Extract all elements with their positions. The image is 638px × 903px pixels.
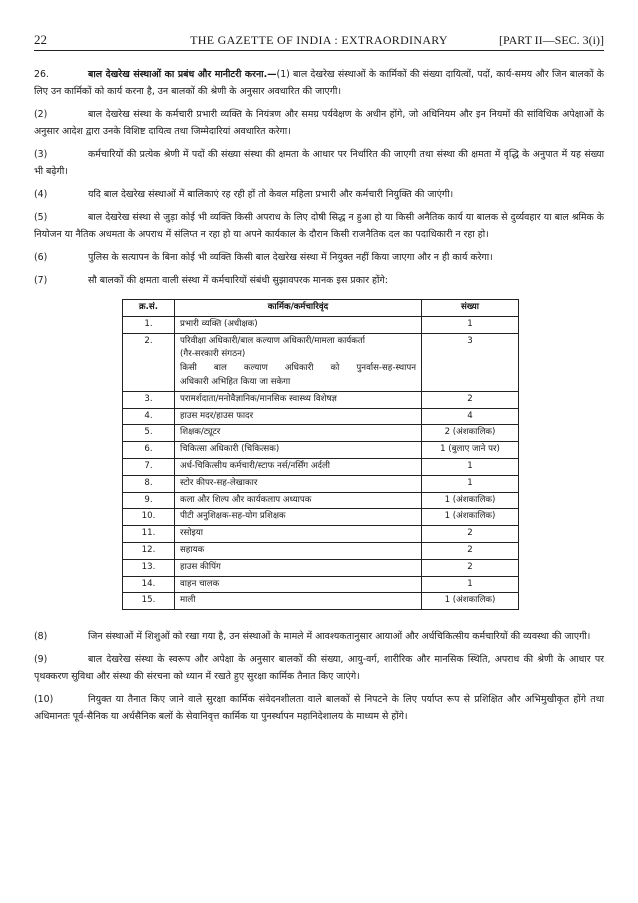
- row-staff-designation: [175, 475, 422, 492]
- row-staff-count: 2: [422, 526, 519, 543]
- row-serial-number: 8.: [123, 475, 175, 492]
- designation-line: अर्ध-चिकित्सीय कर्मचारी/स्टाफ नर्स/नर्सिंग अर्दली: [180, 460, 331, 471]
- paragraph-text: बाल देखरेख संस्था के कर्मचारी प्रभारी व्यक्ति के नियंत्रण और समग्र पर्यवेक्षण के अधीन होंगे, जो अधिनियम और इन नियमों की सांविधिक अपेक्षाओं के अनुसार आदेश द्वारा उनके विशिष्ट दायित्व तथा जिम्मेदारियां अवधारित करेगा।: [34, 109, 604, 137]
- paragraphs-top: [34, 66, 604, 289]
- paragraph: [34, 66, 604, 100]
- paragraph-text: बाल देखरेख संस्था के स्वरूप और अपेक्षा के अनुसार बालकों की संख्या, आयु-वर्ग, शारीरिक और मानसिक स्थिति, अपराध की श्रेणी के आधार पर पृथक्करण सुविधा और संस्था की संरचना को ध्यान में रखते हुए सुरक्षा कार्मिक तैनात किए जाएंगे।: [34, 654, 604, 683]
- paragraph: [34, 209, 604, 243]
- table-row: [123, 442, 519, 459]
- row-staff-designation: [175, 576, 422, 593]
- paragraph-number: (5): [34, 212, 48, 223]
- paragraph-text: यदि बाल देखरेख संस्थाओं में बालिकाएं रह रही हों तो केवल महिला प्रभारी और कर्मचारी नियुक्ति की जाएंगी।: [88, 189, 454, 200]
- staff-table-body: [123, 316, 519, 609]
- paragraph-text: सौ बालकों की क्षमता वाली संस्था में कर्मचारियों संबंधी सुझावपरक मानक इस प्रकार होंगे:: [88, 275, 388, 286]
- paragraphs-bottom: [34, 628, 604, 725]
- part-section: [PART II—SEC. 3(i)]: [499, 33, 604, 47]
- table-row: [123, 559, 519, 576]
- paragraph-text: बाल देखरेख संस्था से जुड़ा कोई भी व्यक्ति किसी अपराध के लिए दोषी सिद्ध न हुआ हो या किसी अनैतिक कार्य या बालक से दुर्व्यवहार या बाल श्रमिक के नियोजन या नैतिक अधमता के अपराध में संलिप्त न रहा हो या अपने कार्यकाल के दौरान किसी राजनैतिक दल का पदाधिकारी न रहा हो।: [34, 212, 604, 240]
- table-row: [123, 425, 519, 442]
- paragraph-text: कर्मचारियों की प्रत्येक श्रेणी में पदों की संख्या संस्था की क्षमता के आधार पर निर्धारित की जाएगी तथा संस्था की क्षमता में वृद्धि के अनुपात में यह संख्या भी बढ़ेगी।: [34, 149, 604, 177]
- designation-line: स्टोर कीपर-सह-लेखाकार: [180, 477, 258, 488]
- row-staff-count: 1 (बुलाए जाने पर): [422, 442, 519, 459]
- designation-line: सहायक: [180, 544, 205, 555]
- row-staff-count: 1 (अंशकालिक): [422, 593, 519, 610]
- row-staff-count: 2 (अंशकालिक): [422, 425, 519, 442]
- paragraph-text: पुलिस के सत्यापन के बिना कोई भी व्यक्ति किसी बाल देखरेख संस्था में नियुक्त नहीं किया जाएगा और न ही कार्य करेगा।: [88, 252, 493, 263]
- row-serial-number: 13.: [123, 559, 175, 576]
- paragraph: [34, 249, 604, 266]
- row-staff-count: 3: [422, 333, 519, 391]
- row-staff-designation: [175, 458, 422, 475]
- table-row: [123, 492, 519, 509]
- table-row: [123, 458, 519, 475]
- paragraph-number: (3): [34, 149, 48, 160]
- table-row: [123, 333, 519, 391]
- row-serial-number: 10.: [123, 509, 175, 526]
- row-staff-designation: [175, 316, 422, 333]
- designation-line: हाउस कीपिंग: [180, 561, 221, 572]
- designation-line: परिवीक्षा अधिकारी/बाल कल्याण अधिकारी/मामला कार्यकर्ता: [180, 335, 366, 346]
- row-serial-number: 12.: [123, 542, 175, 559]
- row-serial-number: 6.: [123, 442, 175, 459]
- paragraph: [34, 691, 604, 725]
- row-serial-number: 4.: [123, 408, 175, 425]
- row-staff-designation: [175, 425, 422, 442]
- paragraph-number: (8): [34, 631, 48, 643]
- row-serial-number: 9.: [123, 492, 175, 509]
- row-staff-designation: [175, 442, 422, 459]
- paragraph-number: 26.: [34, 69, 49, 80]
- row-staff-designation: [175, 492, 422, 509]
- paragraph: [34, 272, 604, 289]
- row-staff-designation: [175, 408, 422, 425]
- table-row: [123, 391, 519, 408]
- paragraph-number: (10): [34, 694, 54, 706]
- paragraph-number: (9): [34, 654, 48, 666]
- row-staff-designation: [175, 593, 422, 610]
- row-staff-count: 2: [422, 559, 519, 576]
- designation-line: प्रभारी व्यक्ति (अधीक्षक): [180, 318, 258, 329]
- table-row: [123, 408, 519, 425]
- designation-line: किसी बाल कल्याण अधिकारी को पुनर्वास-सह-स्थापन: [180, 363, 416, 374]
- row-staff-count: 2: [422, 542, 519, 559]
- row-staff-designation: [175, 391, 422, 408]
- table-row: [123, 316, 519, 333]
- staff-table: [122, 299, 519, 610]
- col-header-count: संख्या: [422, 300, 519, 317]
- staff-table-header: [123, 300, 519, 317]
- row-staff-count: 1: [422, 576, 519, 593]
- row-staff-count: 1: [422, 316, 519, 333]
- row-staff-count: 1 (अंशकालिक): [422, 509, 519, 526]
- col-header-staff: कार्मिक/कर्मचारिवृंद: [175, 300, 422, 317]
- document-body: [34, 66, 604, 731]
- designation-line: (गैर-सरकारी संगठन): [180, 349, 246, 360]
- table-row: [123, 576, 519, 593]
- paragraph-title: बाल देखरेख संस्थाओं का प्रबंध और मानीटरी करना.—: [88, 69, 277, 80]
- gazette-title: THE GAZETTE OF INDIA : EXTRAORDINARY: [190, 33, 448, 47]
- designation-line: कला और शिल्प और कार्यकलाप अध्यापक: [180, 494, 312, 505]
- row-serial-number: 1.: [123, 316, 175, 333]
- paragraph-number: (7): [34, 275, 48, 286]
- row-staff-designation: [175, 542, 422, 559]
- designation-line: वाहन चालक: [180, 578, 220, 589]
- paragraph: [34, 146, 604, 180]
- designation-line: अधिकारी अभिहित किया जा सकेगा: [180, 376, 291, 387]
- paragraph-text: (1) बाल देखरेख संस्थाओं के कार्मिकों की संख्या दायित्वों, पदों, कार्य-समय और जिन बालकों के लिए उन कार्मिकों को कार्य करना है, उन बालकों की श्रेणी के अनुसार अवधारित की जाएगी।: [34, 69, 604, 97]
- row-staff-count: 4: [422, 408, 519, 425]
- designation-line: परामर्शदाता/मनोवैज्ञानिक/मानसिक स्वास्थ्य विशेषज्ञ: [180, 393, 337, 404]
- paragraph: [34, 186, 604, 203]
- designation-line: चिकित्सा अधिकारी (चिकित्सक): [180, 444, 280, 455]
- paragraph: [34, 628, 604, 645]
- table-row: [123, 593, 519, 610]
- row-staff-designation: [175, 509, 422, 526]
- designation-line: शिक्षक/ट्यूटर: [180, 427, 221, 438]
- paragraph-text: नियुक्त या तैनात किए जाने वाले सुरक्षा कार्मिक संवेदनशीलता वाले बालकों से निपटने के लिए पर्याप्त रूप से प्रशिक्षित और अभिमुखीकृत होंगे तथा अधिमानतः पूर्व-सैनिक या अर्धसैनिक बलों के सेवानिवृत्त कार्मिक या पुनर्स्थापन महानिदेशालय के माध्यम से होंगे।: [34, 694, 604, 723]
- row-staff-designation: [175, 333, 422, 391]
- col-header-sn: क्र.सं.: [123, 300, 175, 317]
- paragraph-text: जिन संस्थाओं में शिशुओं को रखा गया है, उन संस्थाओं के मामले में आवश्यकतानुसार आयाओं और अर्धचिकित्सीय कर्मचारियों की व्यवस्था की जाएगी।: [88, 631, 591, 643]
- designation-line: रसोइया: [180, 528, 203, 539]
- designation-line: हाउस मदर/हाउस फादर: [180, 410, 254, 421]
- row-serial-number: 7.: [123, 458, 175, 475]
- row-serial-number: 14.: [123, 576, 175, 593]
- row-serial-number: 2.: [123, 333, 175, 391]
- row-staff-count: 1: [422, 475, 519, 492]
- paragraph: [34, 651, 604, 685]
- row-serial-number: 15.: [123, 593, 175, 610]
- paragraph-number: (4): [34, 189, 48, 200]
- row-serial-number: 5.: [123, 425, 175, 442]
- page-number: 22: [34, 32, 47, 47]
- designation-line: माली: [180, 595, 196, 606]
- table-row: [123, 509, 519, 526]
- paragraph-number: (6): [34, 252, 48, 263]
- row-staff-designation: [175, 526, 422, 543]
- gazette-header: [34, 30, 604, 51]
- row-serial-number: 3.: [123, 391, 175, 408]
- row-serial-number: 11.: [123, 526, 175, 543]
- paragraph: [34, 106, 604, 140]
- row-staff-count: 2: [422, 391, 519, 408]
- table-row: [123, 475, 519, 492]
- row-staff-count: 1: [422, 458, 519, 475]
- row-staff-count: 1 (अंशकालिक): [422, 492, 519, 509]
- designation-line: पीटी अनुशिक्षक-सह-योग प्रशिक्षक: [180, 511, 286, 522]
- table-row: [123, 526, 519, 543]
- table-row: [123, 542, 519, 559]
- row-staff-designation: [175, 559, 422, 576]
- paragraph-number: (2): [34, 109, 48, 120]
